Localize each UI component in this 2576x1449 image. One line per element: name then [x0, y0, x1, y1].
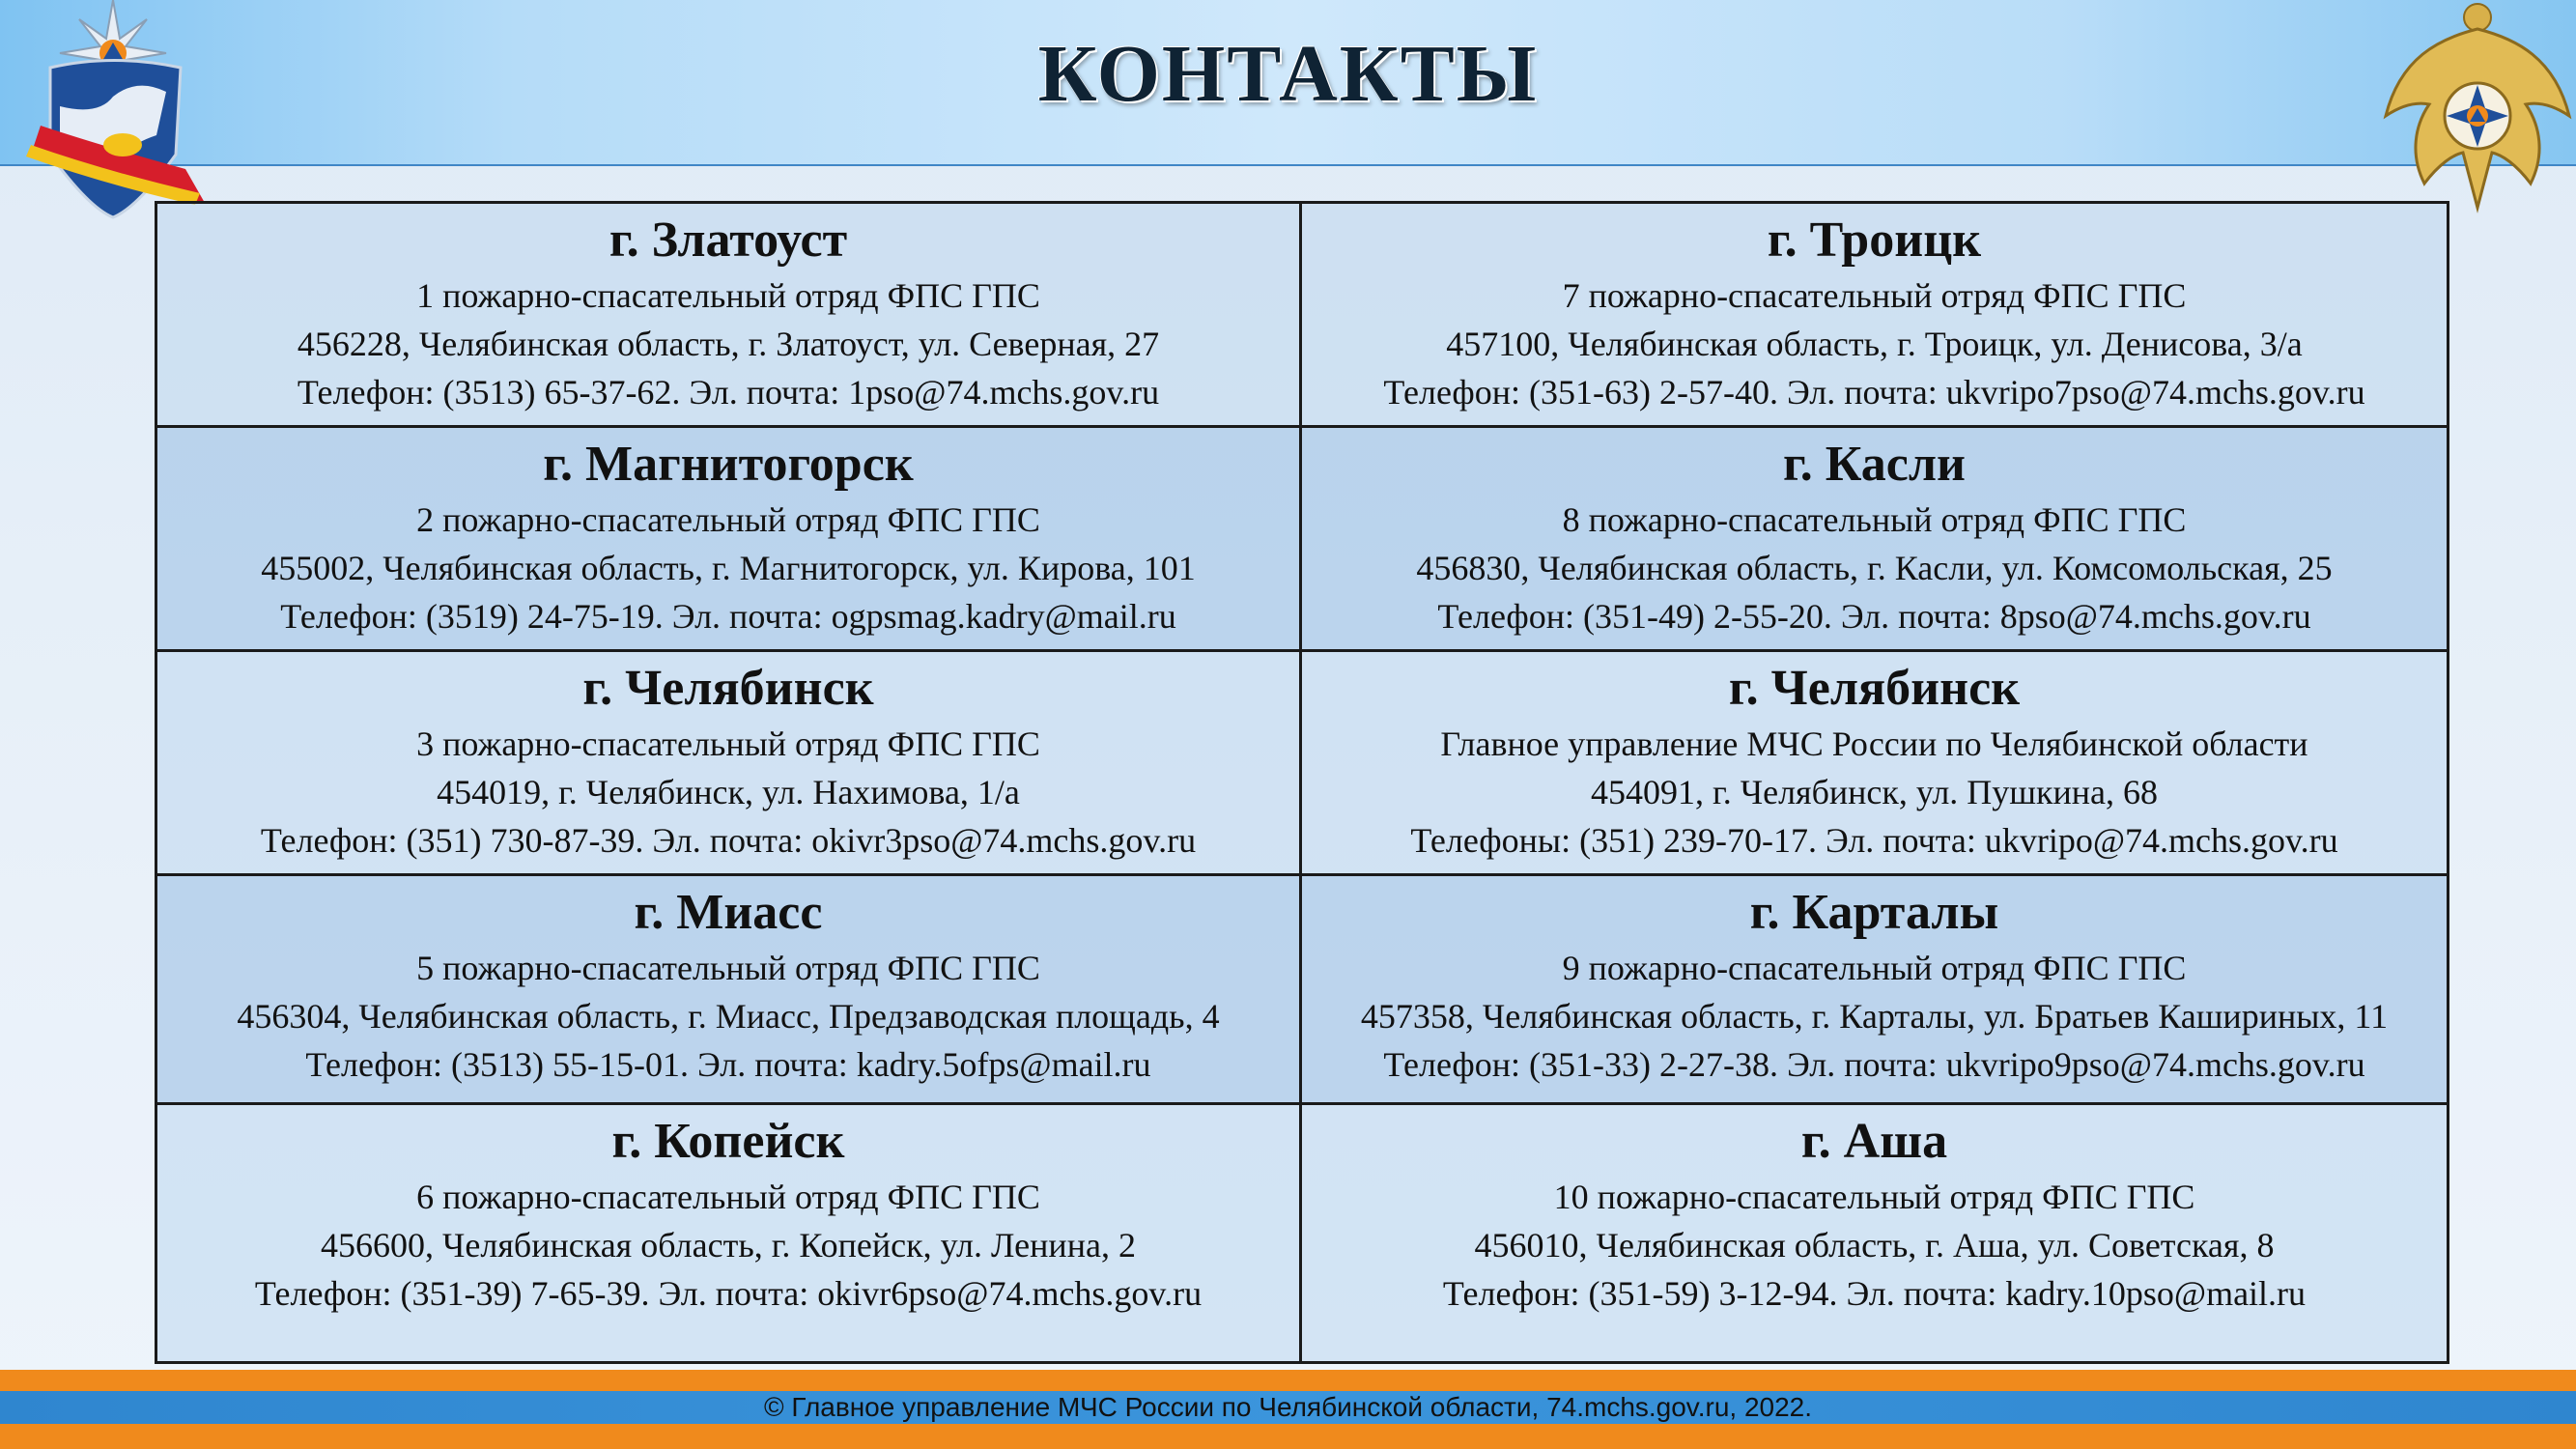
phone-email: Телефон: (3513) 55-15-01. Эл. почта: kadry.5ofps@mail.ru [305, 1045, 1151, 1084]
contact-cell-asha [1302, 1105, 2447, 1361]
footer-stripe-orange-bottom [0, 1424, 2576, 1449]
unit-name: 3 пожарно-спасательный отряд ФПС ГПС [416, 724, 1040, 763]
contact-cell-chelyabinsk-3pso [157, 652, 1302, 876]
unit-name: 9 пожарно-спасательный отряд ФПС ГПС [1562, 949, 2187, 987]
city-name: г. Магнитогорск [543, 437, 914, 492]
address: 454091, г. Челябинск, ул. Пушкина, 68 [1590, 773, 2159, 811]
phone-email: Телефон: (351-63) 2-57-40. Эл. почта: ukvripo7pso@74.mchs.gov.ru [1383, 373, 2365, 412]
unit-name: 5 пожарно-спасательный отряд ФПС ГПС [416, 949, 1040, 987]
city-name: г. Касли [1783, 437, 1966, 492]
contact-cell-miass [157, 876, 1302, 1105]
phone-email: Телефон: (351-39) 7-65-39. Эл. почта: okivr6pso@74.mchs.gov.ru [254, 1274, 1203, 1313]
page-title: КОНТАКТЫ [1037, 29, 1539, 119]
contact-cell-zlatoust [157, 204, 1302, 428]
unit-name: 10 пожарно-спасательный отряд ФПС ГПС [1553, 1178, 2195, 1216]
address: 456304, Челябинская область, г. Миасс, Предзаводская площадь, 4 [237, 997, 1220, 1036]
contact-cell-kopeysk [157, 1105, 1302, 1361]
phone-email: Телефон: (3513) 65-37-62. Эл. почта: 1pso@74.mchs.gov.ru [297, 373, 1160, 412]
city-name: г. Троицк [1767, 213, 1982, 268]
city-name: г. Карталы [1749, 885, 1999, 940]
city-name: г. Миасс [634, 885, 823, 940]
unit-name: Главное управление МЧС России по Челябинской области [1440, 724, 2308, 763]
unit-name: 7 пожарно-спасательный отряд ФПС ГПС [1562, 276, 2187, 315]
address: 454019, г. Челябинск, ул. Нахимова, 1/а [437, 773, 1020, 811]
unit-name: 1 пожарно-спасательный отряд ФПС ГПС [416, 276, 1040, 315]
contact-cell-chelyabinsk-gu [1302, 652, 2447, 876]
city-name: г. Златоуст [609, 213, 848, 268]
phone-email: Телефон: (3519) 24-75-19. Эл. почта: ogpsmag.kadry@mail.ru [280, 597, 1176, 636]
footer-copyright: © Главное управление МЧС России по Челябинской области, 74.mchs.gov.ru, 2022. [0, 1391, 2576, 1424]
contact-cell-kasli [1302, 428, 2447, 652]
contact-cell-troitsk [1302, 204, 2447, 428]
address: 456010, Челябинская область, г. Аша, ул. Советская, 8 [1474, 1226, 2275, 1264]
unit-name: 6 пожарно-спасательный отряд ФПС ГПС [416, 1178, 1040, 1216]
contact-cell-kartaly [1302, 876, 2447, 1105]
address: 456228, Челябинская область, г. Златоуст, ул. Северная, 27 [297, 325, 1160, 363]
phone-email: Телефон: (351-33) 2-27-38. Эл. почта: ukvripo9pso@74.mchs.gov.ru [1383, 1045, 2365, 1084]
contact-cell-magnitogorsk [157, 428, 1302, 652]
city-name: г. Аша [1800, 1114, 1948, 1169]
city-name: г. Копейск [611, 1114, 845, 1169]
unit-name: 2 пожарно-спасательный отряд ФПС ГПС [416, 500, 1040, 539]
address: 456600, Челябинская область, г. Копейск, ул. Ленина, 2 [321, 1226, 1136, 1264]
phone-email: Телефон: (351-49) 2-55-20. Эл. почта: 8pso@74.mchs.gov.ru [1437, 597, 2311, 636]
phone-email: Телефон: (351-59) 3-12-94. Эл. почта: kadry.10pso@mail.ru [1442, 1274, 2307, 1313]
address: 456830, Челябинская область, г. Касли, ул. Комсомольская, 25 [1416, 549, 2333, 587]
phone-email: Телефон: (351) 730-87-39. Эл. почта: okivr3pso@74.mchs.gov.ru [260, 821, 1197, 860]
address: 457358, Челябинская область, г. Карталы, ул. Братьев Кашириных, 11 [1360, 997, 2389, 1036]
phone-email: Телефоны: (351) 239-70-17. Эл. почта: ukvripo@74.mchs.gov.ru [1410, 821, 2338, 860]
address: 455002, Челябинская область, г. Магнитогорск, ул. Кирова, 101 [261, 549, 1196, 587]
unit-name: 8 пожарно-спасательный отряд ФПС ГПС [1562, 500, 2187, 539]
address: 457100, Челябинская область, г. Троицк, ул. Денисова, 3/а [1446, 325, 2303, 363]
city-name: г. Челябинск [582, 661, 874, 716]
city-name: г. Челябинск [1728, 661, 2021, 716]
contacts-table [155, 201, 2449, 1364]
